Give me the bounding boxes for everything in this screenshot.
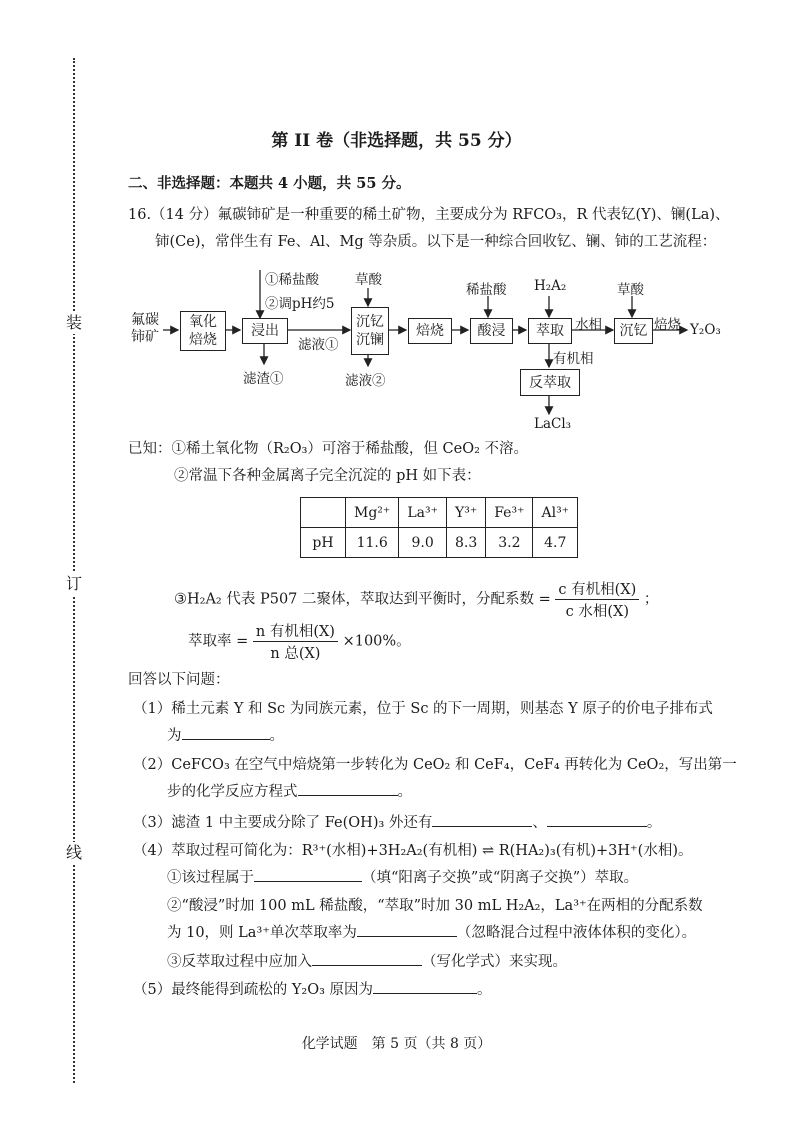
answer-blank-1[interactable] [182,724,270,740]
period: 。 [397,784,412,800]
table-cell: 3.2 [486,528,533,558]
label-lacl3: LaCl₃ [534,416,572,432]
table-cell: 8.3 [446,528,485,558]
label-filtrate-1: 滤液① [298,337,339,353]
box-extraction: 萃取 [528,318,572,344]
question-4-1-text: ①该过程属于 [167,870,254,886]
box-precipitate-y-la: 沉钇 沉镧 [351,307,389,355]
section-title: 第 II 卷（非选择题，共 55 分） [271,131,522,151]
question-2-text: 步的化学反应方程式 [167,784,298,800]
question-4: （4）萃取过程可简化为：R³⁺(水相)+3H₂A₂(有机相) ⇌ R(HA₂)₃(有机)+3H⁺(水相)。 [133,843,693,859]
question-5-text: （5）最终能得到疏松的 Y₂O₃ 原因为 [133,982,374,998]
known-item-2: ②常温下各种金属离子完全沉淀的 pH 如下表： [174,468,481,484]
margin-char-ding: 订 [65,574,82,593]
answer-intro: 回答以下问题： [128,672,230,688]
label-water-phase: 水相 [575,317,602,333]
label-filtrate-2: 滤液② [345,373,386,389]
period: 。 [646,815,662,831]
question-4-3 [167,950,567,971]
label-roast-2: 焙烧 [654,317,681,333]
table-header-y: Y³⁺ [446,498,485,528]
margin-char-xian: 线 [65,843,82,862]
label-oxalic-acid-1: 草酸 [355,272,382,288]
question-intro-line2: 铈(Ce)，常伴生有 Fe、Al、Mg 等杂质。以下是一种综合回收钇、镧、铈的工艺流程： [155,234,717,250]
answer-blank-5[interactable] [373,978,477,994]
table-header-mg: Mg²⁺ [346,498,399,528]
answer-blank-3b[interactable] [547,811,647,827]
question-intro-line1: 16.（14 分）氟碳铈矿是一种重要的稀土矿物，主要成分为 RFCO₃，R 代表钇(Y)、镧(La)、 [128,207,730,223]
box-leach: 浸出 [242,318,288,344]
table-header-fe: Fe³⁺ [486,498,533,528]
answer-blank-4-3[interactable] [312,950,422,966]
table-header-al: Al³⁺ [533,498,578,528]
question-4-2-text: 为 10，则 La³⁺单次萃取率为 [167,925,357,941]
table-cell: 4.7 [533,528,578,558]
label-dilute-hcl: 稀盐酸 [466,282,507,298]
label-oxalic-acid-2: 草酸 [617,282,644,298]
known-item-4 [188,620,411,663]
table-header-la: La³⁺ [399,498,447,528]
question-4-1-hint: （填“阳离子交换”或“阴离子交换”）萃取。 [362,870,639,886]
extraction-rate-fraction [253,620,338,663]
answer-blank-2[interactable] [298,780,398,796]
question-2-line2 [167,780,412,801]
known-item-3 [174,578,658,621]
margin-char-zhuang: 装 [65,313,82,332]
label-h2a2: H₂A₂ [534,278,567,294]
table-row [301,498,578,528]
ph-table [300,497,578,558]
fraction-denominator: n 总(X) [270,646,321,662]
answer-blank-3a[interactable] [432,811,532,827]
box-precipitate-y: 沉钇 [614,318,653,344]
label-organic-phase: 有机相 [553,351,594,367]
question-4-3-text: ③反萃取过程中应加入 [167,954,312,970]
question-4-1 [167,866,638,887]
question-1-line2 [167,724,284,745]
question-3-text: （3）滤渣 1 中主要成分除了 Fe(OH)₃ 外还有 [133,815,433,831]
label-residue-1: 滤渣① [243,371,284,387]
label-reagent-hcl: ①稀盐酸 [265,272,319,288]
answer-blank-4-2[interactable] [357,921,457,937]
question-4-3-hint: （写化学式）来实现。 [422,954,567,970]
question-5 [133,978,492,999]
box-back-extraction: 反萃取 [520,369,580,396]
period: 。 [269,728,284,744]
raw-ore-label: 氟碳 铈矿 [131,312,159,345]
label-adjust-ph: ②调pH约5 [265,296,335,312]
fraction-denominator: c 水相(X) [565,604,629,620]
question-1-text: 为 [167,728,182,744]
table-cell-empty [301,498,346,528]
box-acid-leach: 酸浸 [470,318,513,344]
question-4-2-hint: （忽略混合过程中液体体积的变化）。 [456,925,697,941]
page-footer: 化学试题 第 5 页（共 8 页） [301,1036,492,1052]
flowchart-arrows [0,0,793,440]
box-oxidize-roast: 氧化 焙烧 [180,311,226,351]
partition-coefficient-fraction [555,578,639,621]
fraction-numerator: c 有机相(X) [555,578,639,600]
known-item-3-text: ③H₂A₂ 代表 P507 二聚体，萃取达到平衡时，分配系数 = [174,591,551,608]
question-3 [133,811,661,832]
table-cell: 9.0 [399,528,447,558]
period: 。 [477,982,492,998]
known-item-3-suffix: ； [643,591,659,608]
section-header: 二、非选择题：本题共 4 小题，共 55 分。 [128,175,411,192]
label-product-y2o3: Y₂O₃ [690,322,721,338]
table-row-header-ph: pH [301,528,346,558]
question-2-line1: （2）CeFCO₃ 在空气中焙烧第一步转化为 CeO₂ 和 CeF₄，CeF₄ 再转化为 CeO₂，写出第一 [133,757,737,773]
extraction-rate-label: 萃取率 = [188,633,249,650]
fraction-numerator: n 有机相(X) [253,620,338,642]
table-cell: 11.6 [346,528,399,558]
extraction-rate-suffix: ×100%。 [342,633,411,650]
table-row [301,528,578,558]
separator: 、 [532,815,547,831]
question-4-2-line2 [167,921,696,942]
known-item-1: 已知：①稀土氧化物（R₂O₃）可溶于稀盐酸，但 CeO₂ 不溶。 [128,441,529,457]
box-roast: 焙烧 [408,318,452,344]
question-1-line1: （1）稀土元素 Y 和 Sc 为同族元素，位于 Sc 的下一周期，则基态 Y 原子的价电子排布式 [133,701,713,717]
question-4-2-line1: ②“酸浸”时加 100 mL 稀盐酸，“萃取”时加 30 mL H₂A₂，La³⁺在两相的分配系数 [167,898,703,914]
answer-blank-4-1[interactable] [254,866,362,882]
